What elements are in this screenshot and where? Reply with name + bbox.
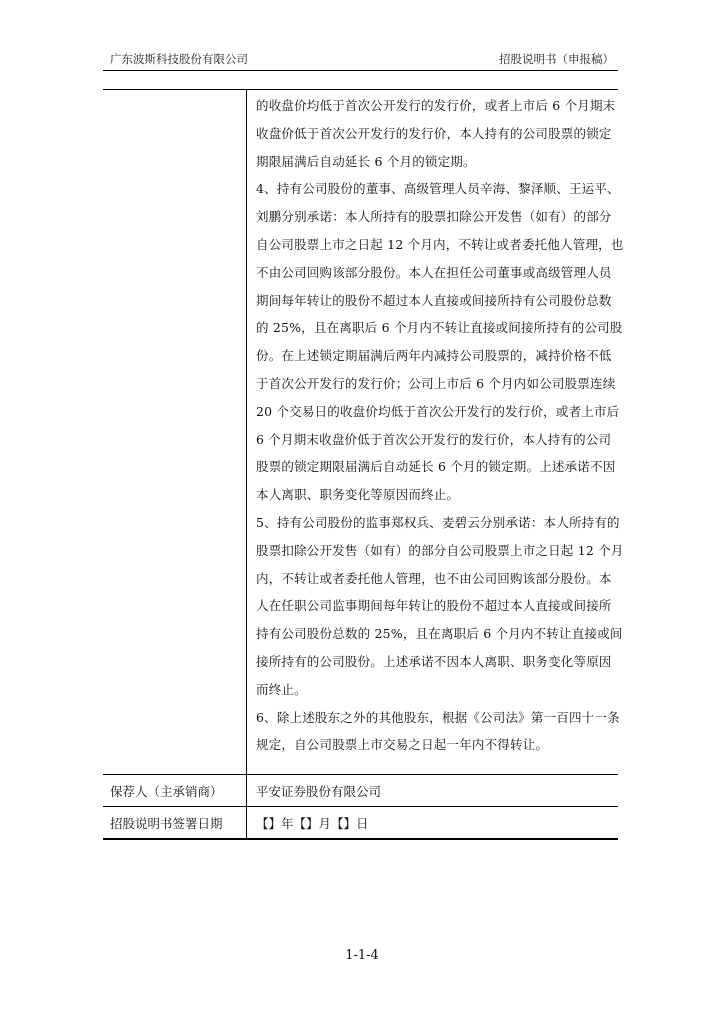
text-line: 自公司股票上市之日起 12 个月内，不转让或者委托他人管理，也: [256, 236, 624, 252]
lockup-commitment-text: [256, 92, 624, 759]
table-top-border: [103, 89, 618, 90]
header-rule: [103, 70, 618, 71]
text-line: 持有公司股份总数的 25%，且在离职后 6 个月内不转让直接或间: [256, 626, 623, 642]
signing-date-label: 招股说明书签署日期: [110, 816, 223, 831]
text-line: 期间每年转让的股份不超过本人直接或间接所持有公司股份总数: [256, 292, 612, 308]
text-line: 6、除上述股东之外的其他股东，根据《公司法》第一百四十一条: [256, 709, 620, 725]
page-number: 1-1-4: [345, 948, 379, 963]
document-title: 招股说明书（申报稿）: [499, 52, 614, 66]
text-line: 4、持有公司股份的董事、高级管理人员辛海、黎泽顺、王运平、: [256, 181, 620, 197]
table-row-divider: [103, 806, 618, 807]
text-line: 于首次公开发行的发行价；公司上市后 6 个月内如公司股票连续: [256, 375, 616, 391]
sponsor-value: 平安证券股份有限公司: [256, 784, 382, 799]
text-line: 20 个交易日的收盘价均低于首次公开发行的发行价，或者上市后: [256, 403, 620, 419]
company-name: 广东波斯科技股份有限公司: [110, 52, 248, 66]
page-header: [106, 51, 618, 67]
text-line: 而终止。: [256, 681, 307, 697]
text-line: 刘鹏分别承诺：本人所持有的股票扣除公开发售（如有）的部分: [256, 209, 612, 225]
text-line: 收盘价低于首次公开发行的发行价，本人持有的公司股票的锁定: [256, 125, 612, 141]
text-line: 本人离职、职务变化等原因而终止。: [256, 487, 460, 503]
sponsor-label: 保荐人（主承销商）: [110, 784, 223, 799]
text-line: 6 个月期末收盘价低于首次公开发行的发行价，本人持有的公司: [256, 431, 612, 447]
text-line: 不由公司回购该部分股份。本人在担任公司董事或高级管理人员: [256, 264, 612, 280]
text-line: 份。在上述锁定期届满后两年内减持公司股票的，减持价格不低: [256, 348, 612, 364]
table-bottom-border: [103, 838, 618, 840]
text-line: 的收盘价均低于首次公开发行的发行价，或者上市后 6 个月期末: [256, 98, 616, 113]
text-line: 人在任职公司监事期间每年转让的股份不超过本人直接或间接所: [256, 598, 612, 614]
text-line: 股票的锁定期限届满后自动延长 6 个月的锁定期。上述承诺不因: [256, 459, 616, 475]
text-line: 规定，自公司股票上市交易之日起一年内不得转让。: [256, 737, 549, 753]
text-line: 5、持有公司股份的监事郑权兵、麦碧云分别承诺：本人所持有的: [256, 514, 620, 530]
signing-date-value: 【】年【】月【】日: [256, 816, 369, 831]
text-line: 接所持有的公司股份。上述承诺不因本人离职、职务变化等原因: [256, 653, 612, 669]
text-line: 股票扣除公开发售（如有）的部分自公司股票上市之日起 12 个月: [256, 542, 624, 558]
text-line: 内，不转让或者委托他人管理，也不由公司回购该部分股份。本: [256, 570, 612, 586]
text-line: 期限届满后自动延长 6 个月的锁定期。: [256, 153, 476, 169]
table-column-divider: [246, 89, 247, 840]
text-line: 的 25%，且在离职后 6 个月内不转让直接或间接所持有的公司股: [256, 320, 623, 336]
table-row-divider: [103, 774, 618, 775]
